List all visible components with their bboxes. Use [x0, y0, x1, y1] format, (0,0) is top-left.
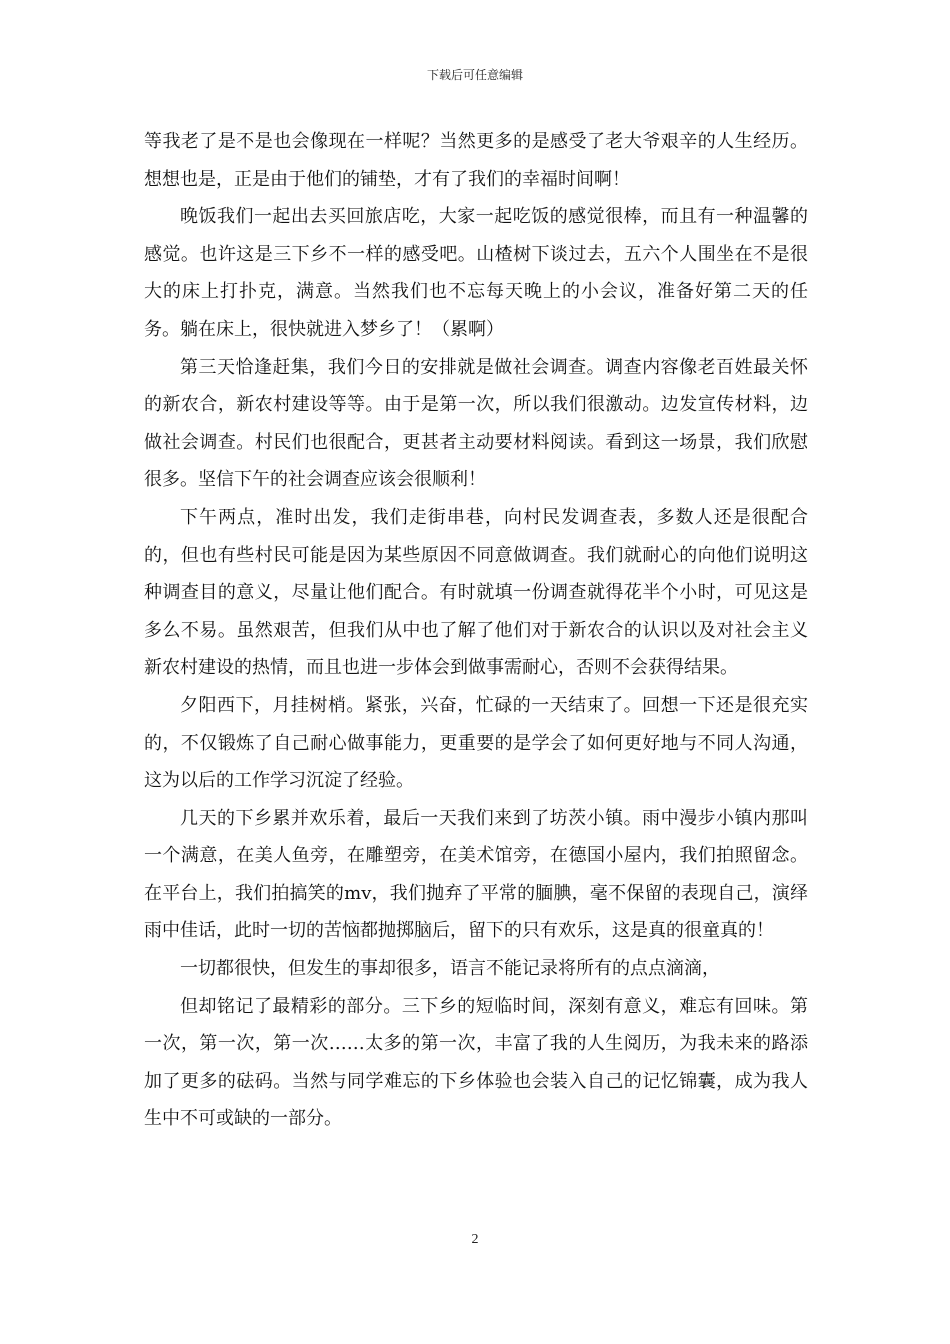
- paragraph: 晚饭我们一起出去买回旅店吃，大家一起吃饭的感觉很棒，而且有一种温馨的感觉。也许这是三下乡不一样的感受吧。山楂树下谈过去，五六个人围坐在不是很大的床上打扑克，满意。当然我们也不忘每天晚上的小会议，准备好第二天的任务。躺在床上，很快就进入梦乡了！（累啊）: [144, 206, 808, 340]
- paragraph: 第三天恰逢赶集，我们今日的安排就是做社会调查。调查内容像老百姓最关怀的新农合，新农村建设等等。由于是第一次，所以我们很激动。边发宣传材料，边做社会调查。村民们也很配合，更甚者主动要材料阅读。看到这一场景，我们欣慰很多。坚信下午的社会调查应该会很顺利！: [144, 356, 808, 491]
- paragraph: 几天的下乡累并欢乐着，最后一天我们来到了坊茨小镇。雨中漫步小镇内那叫一个满意，在美人鱼旁，在雕塑旁，在美术馆旁，在德国小屋内，我们拍照留念。在平台上，我们拍搞笑的mv，我们抛弃了平常的腼腆，毫不保留的表现自己，演绎雨中佳话，此时一切的苦恼都抛掷脑后，留下的只有欢乐，这是真的很童真的！: [144, 807, 808, 942]
- paragraph: 一切都很快，但发生的事却很多，语言不能记录将所有的点点滴滴，: [180, 958, 720, 980]
- paragraph: 但却铭记了最精彩的部分。三下乡的短临时间，深刻有意义，难忘有回味。第一次，第一次，第一次……太多的第一次，丰富了我的人生阅历，为我未来的路添加了更多的砝码。当然与同学难忘的下乡体验也会装入自己的记忆锦囊，成为我人生中不可或缺的一部分。: [144, 995, 808, 1130]
- page-number: 2: [471, 1232, 479, 1247]
- document-body: [144, 123, 808, 1138]
- page-header: 下载后可任意编辑: [426, 68, 523, 82]
- paragraph: 夕阳西下，月挂树梢。紧张，兴奋，忙碌的一天结束了。回想一下还是很充实的，不仅锻炼了自己耐心做事能力，更重要的是学会了如何更好地与不同人沟通，这为以后的工作学习沉淀了经验。: [144, 694, 808, 792]
- paragraph-continuation: 等我老了是不是也会像现在一样呢？当然更多的是感受了老大爷艰辛的人生经历。想想也是，正是由于他们的铺垫，才有了我们的幸福时间啊！: [144, 131, 808, 190]
- paragraph: 下午两点，准时出发，我们走街串巷，向村民发调查表，多数人还是很配合的，但也有些村民可能是因为某些原因不同意做调查。我们就耐心的向他们说明这种调查目的意义，尽量让他们配合。有时就填一份调查就得花半个小时，可见这是多么不易。虽然艰苦，但我们从中也了解了他们对于新农合的认识以及对社会主义新农村建设的热情，而且也进一步体会到做事需耐心，否则不会获得结果。: [144, 506, 808, 679]
